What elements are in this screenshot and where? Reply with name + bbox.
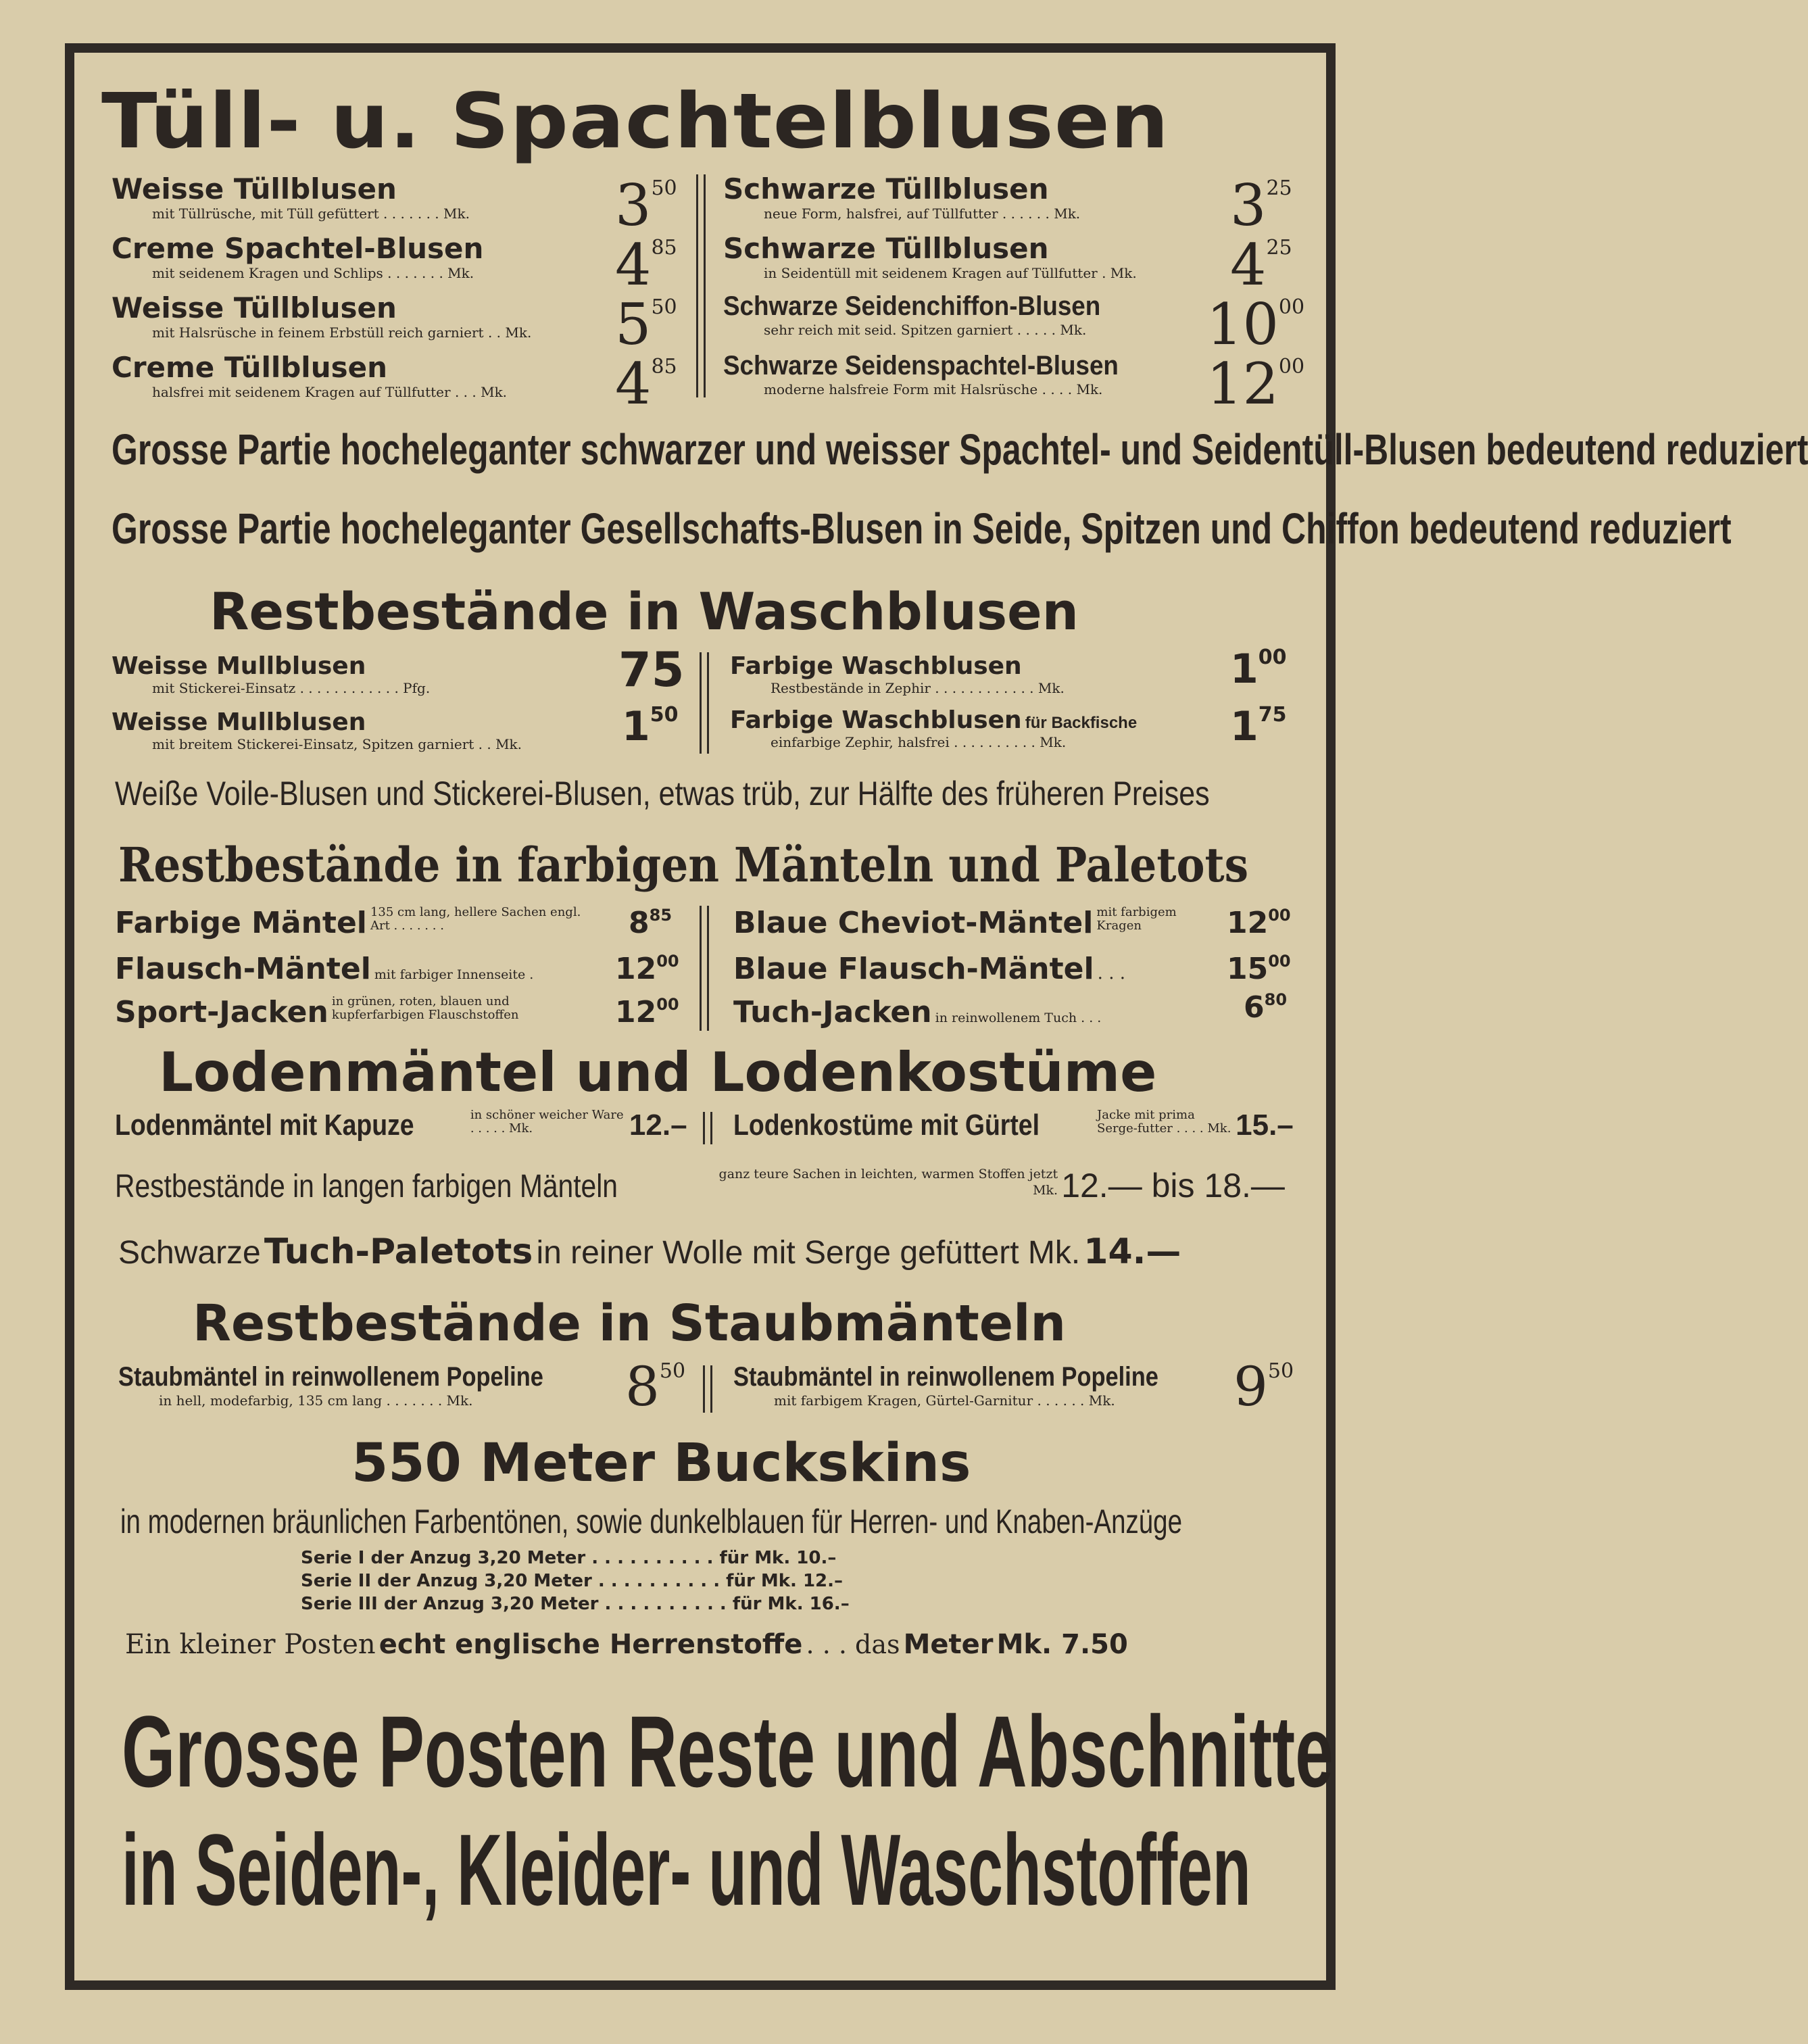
page-title: Tüll- u. Spachtelblusen	[101, 78, 1170, 166]
buckskins-heading: 550 Meter Buckskins	[351, 1433, 971, 1494]
coat-item: Blaue Flausch-Mäntel . . .	[733, 952, 1125, 986]
price: $12^{00}$	[1206, 351, 1305, 417]
price: $1^{00}$	[1230, 646, 1287, 693]
coat-item: Sport-Jacken in grünen, roten, blauen und kupferfarbigen Flauschstoffen	[115, 994, 519, 1029]
coat-item: Blaue Cheviot-Mäntel mit farbigem Kragen	[733, 905, 1177, 940]
coat-item: Flausch-Mäntel mit farbiger Innenseite .	[115, 952, 534, 986]
price: $12^{00}$	[615, 952, 679, 986]
herrenstoffe-line: Ein kleiner Posten echt englische Herrenstoffe . . . das Meter Mk. 7.50	[125, 1629, 1128, 1660]
blouse-item: Creme Tüllblusen halsfrei mit seidenem Kragen auf Tüllfutter . . . Mk.	[112, 351, 508, 400]
price: $10^{00}$	[1206, 291, 1305, 358]
loden-rest: Restbestände in langen farbigen Mänteln ganz teure Sachen in leichten, warmen Stoffen jetzt Mk. 12.— bis 18.—	[115, 1167, 1285, 1204]
column-divider	[703, 1112, 712, 1144]
maentel-heading: Restbestände in farbigen Mänteln und Paletots	[118, 837, 1249, 893]
price: $3^{50}$	[615, 172, 677, 239]
price: $8^{85}$	[629, 906, 673, 940]
wasch-item: Weisse Mullblusen mit Stickerei-Einsatz . . . . . . . . . . . . Pfg.	[112, 652, 431, 696]
banner-1: Grosse Partie hocheleganter schwarzer und weisser Spachtel- und Seidentüll-Blusen bedeutend reduziert	[112, 425, 1808, 474]
blouse-item: Schwarze Seidenspachtel-Blusen moderne halsfreie Form mit Halsrüsche . . . . Mk.	[723, 351, 1119, 397]
price: $3^{25}$	[1230, 172, 1292, 239]
tuch-paletots: Schwarze Tuch-Paletots in reiner Wolle mit Serge gefüttert Mk. 14.—	[118, 1232, 1181, 1272]
column-divider	[696, 174, 706, 397]
blouse-item: Weisse Tüllblusen mit Tüllrüsche, mit Tüll gefüttert . . . . . . . Mk.	[112, 172, 470, 222]
blouse-item: Schwarze Tüllblusen in Seidentüll mit seidenem Kragen auf Tüllfutter . Mk.	[723, 232, 1137, 281]
column-divider	[703, 1365, 712, 1413]
price: $12^{00}$	[615, 995, 679, 1029]
price: $15^{00}$	[1227, 952, 1291, 986]
wasch-item: Weisse Mullblusen mit breitem Stickerei-Einsatz, Spitzen garniert . . Mk.	[112, 708, 522, 752]
series-item: Serie II der Anzug 3,20 Meter . . . . . . . . . . für Mk. 12.–	[301, 1571, 844, 1591]
blouse-item: Creme Spachtel-Blusen mit seidenem Kragen und Schlips . . . . . . . Mk.	[112, 232, 484, 281]
buckskins-sub: in modernen bräunlichen Farbentönen, sowie dunkelblauen für Herren- und Knaben-Anzüge	[120, 1503, 1182, 1540]
loden-right: Lodenkostüme mit Gürtel Jacke mit prima Serge-futter . . . . Mk. 15.–	[733, 1108, 1294, 1142]
footer-line-1: Grosse Posten Reste und Abschnitte	[122, 1695, 1334, 1808]
price: $5^{50}$	[615, 291, 677, 358]
loden-heading: Lodenmäntel und Lodenkostüme	[159, 1041, 1157, 1104]
price: $12^{00}$	[1227, 906, 1291, 940]
blouse-item: Schwarze Seidenchiffon-Blusen sehr reich mit seid. Spitzen garniert . . . . . Mk.	[723, 291, 1101, 338]
blouses-left	[112, 172, 689, 417]
blouse-item: Schwarze Tüllblusen neue Form, halsfrei, auf Tüllfutter . . . . . . Mk.	[723, 172, 1081, 222]
price: 75	[618, 642, 685, 698]
price: $4^{85}$	[615, 232, 677, 298]
blouses-right	[723, 172, 1305, 417]
column-divider	[700, 906, 709, 1031]
price: $9^{50}$	[1233, 1355, 1294, 1418]
series-item: Serie I der Anzug 3,20 Meter . . . . . . . . . . für Mk. 10.–	[301, 1548, 837, 1568]
banner-2: Grosse Partie hocheleganter Gesellschafts-Blusen in Seide, Spitzen und Chiffon bedeutend reduziert	[112, 504, 1732, 553]
wasch-heading: Restbestände in Waschblusen	[210, 581, 1079, 641]
series-item: Serie III der Anzug 3,20 Meter . . . . . . . . . . für Mk. 16.–	[301, 1594, 850, 1614]
price: $4^{85}$	[615, 351, 677, 417]
wasch-item: Farbige Waschblusen für Backfische einfarbige Zephir, halsfrei . . . . . . . . . . Mk.	[730, 706, 1138, 750]
series-list	[301, 1547, 850, 1615]
blouse-item: Weisse Tüllblusen mit Halsrüsche in feinem Erbstüll reich garniert . . Mk.	[112, 291, 532, 341]
column-divider	[700, 652, 709, 754]
wasch-item: Farbige Waschblusen Restbestände in Zephir . . . . . . . . . . . . Mk.	[730, 652, 1065, 696]
voile-note: Weiße Voile-Blusen und Stickerei-Blusen, etwas trüb, zur Hälfte des früheren Preises	[115, 775, 1210, 812]
staub-left: Staubmäntel in reinwollenem Popeline in hell, modefarbig, 135 cm lang . . . . . . . Mk.	[118, 1362, 543, 1409]
staub-right: Staubmäntel in reinwollenem Popeline mit farbigem Kragen, Gürtel-Garnitur . . . . . . Mk.	[733, 1362, 1158, 1409]
loden-left: Lodenmäntel mit Kapuze in schöner weicher Ware . . . . . Mk. 12.–	[115, 1108, 687, 1142]
price: $1^{75}$	[1230, 703, 1287, 750]
footer-line-2: in Seiden-, Kleider- und Waschstoffen	[122, 1813, 1251, 1926]
price: $4^{25}$	[1230, 232, 1292, 298]
coat-item: Tuch-Jacken in reinwollenem Tuch . . .	[733, 995, 1102, 1029]
price: $1^{50}$	[622, 703, 679, 750]
price: $8^{50}$	[625, 1355, 686, 1418]
coat-item: Farbige Mäntel 135 cm lang, hellere Sachen engl. Art . . . . . . .	[115, 905, 581, 940]
price: $6^{80}$	[1244, 990, 1288, 1025]
staub-heading: Restbestände in Staubmänteln	[193, 1294, 1067, 1353]
